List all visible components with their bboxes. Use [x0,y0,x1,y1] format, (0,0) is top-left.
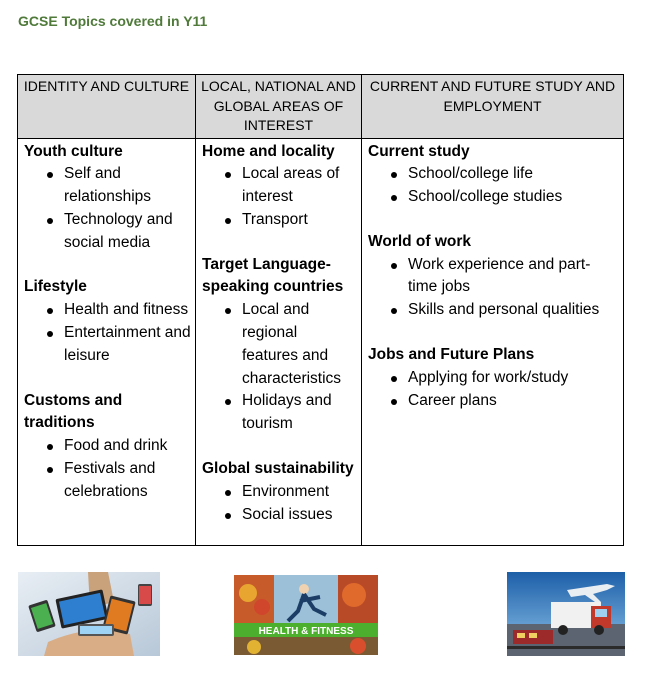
section-heading: Lifestyle [24,278,87,296]
list-item: Food and drink [64,435,191,458]
column-study [362,138,624,545]
list-item: Local areas of interest [242,163,357,209]
list-item: Career plans [408,390,619,413]
column-local [196,138,362,545]
list-item: Festivals and celebrations [64,458,191,504]
list-item: Self and relationships [64,163,191,209]
section-heading: Current study [368,142,470,160]
list-item: Work experience and part-time jobs [408,254,619,300]
column-header-study: CURRENT AND FUTURE STUDY AND EMPLOYMENT [362,75,624,139]
list-item: Health and fitness [64,299,191,322]
technology-devices-image [18,572,160,656]
list-item: Technology and social media [64,209,191,255]
list-item: Transport [242,209,357,232]
topic-list [368,163,619,209]
section-heading: Target Language-speaking countries [202,255,344,296]
list-item: Local and regional features and characteristics [242,299,357,390]
topic-list [24,163,191,254]
table-body-row [18,138,624,545]
column-identity [18,138,196,545]
topics-table [17,74,624,546]
health-fitness-image [234,575,378,655]
list-item: School/college studies [408,186,619,209]
topic-list [24,435,191,503]
section-heading: World of work [368,232,472,250]
topic-list [202,481,357,527]
health-banner-text: HEALTH & FITNESS [258,626,354,637]
section-heading: Home and locality [202,142,335,160]
section-heading: Youth culture [24,142,123,160]
section-heading: Global sustainability [202,460,354,478]
list-item: School/college life [408,163,619,186]
page-title: GCSE Topics covered in Y11 [18,13,208,29]
column-header-local: LOCAL, NATIONAL AND GLOBAL AREAS OF INTEREST [196,75,362,139]
list-item: Applying for work/study [408,367,619,390]
topic-list [368,254,619,322]
list-item: Skills and personal qualities [408,299,619,322]
topic-list [368,367,619,413]
section-heading: Customs and traditions [24,391,123,432]
transport-image [507,572,625,656]
list-item: Environment [242,481,357,504]
topic-list [202,299,357,436]
section-heading: Jobs and Future Plans [368,346,535,364]
list-item: Holidays and tourism [242,390,357,436]
list-item: Entertainment and leisure [64,322,191,368]
list-item: Social issues [242,504,357,527]
column-header-identity: IDENTITY AND CULTURE [18,75,196,139]
topic-list [202,163,357,231]
topic-list [24,299,191,367]
table-header-row [18,75,624,139]
